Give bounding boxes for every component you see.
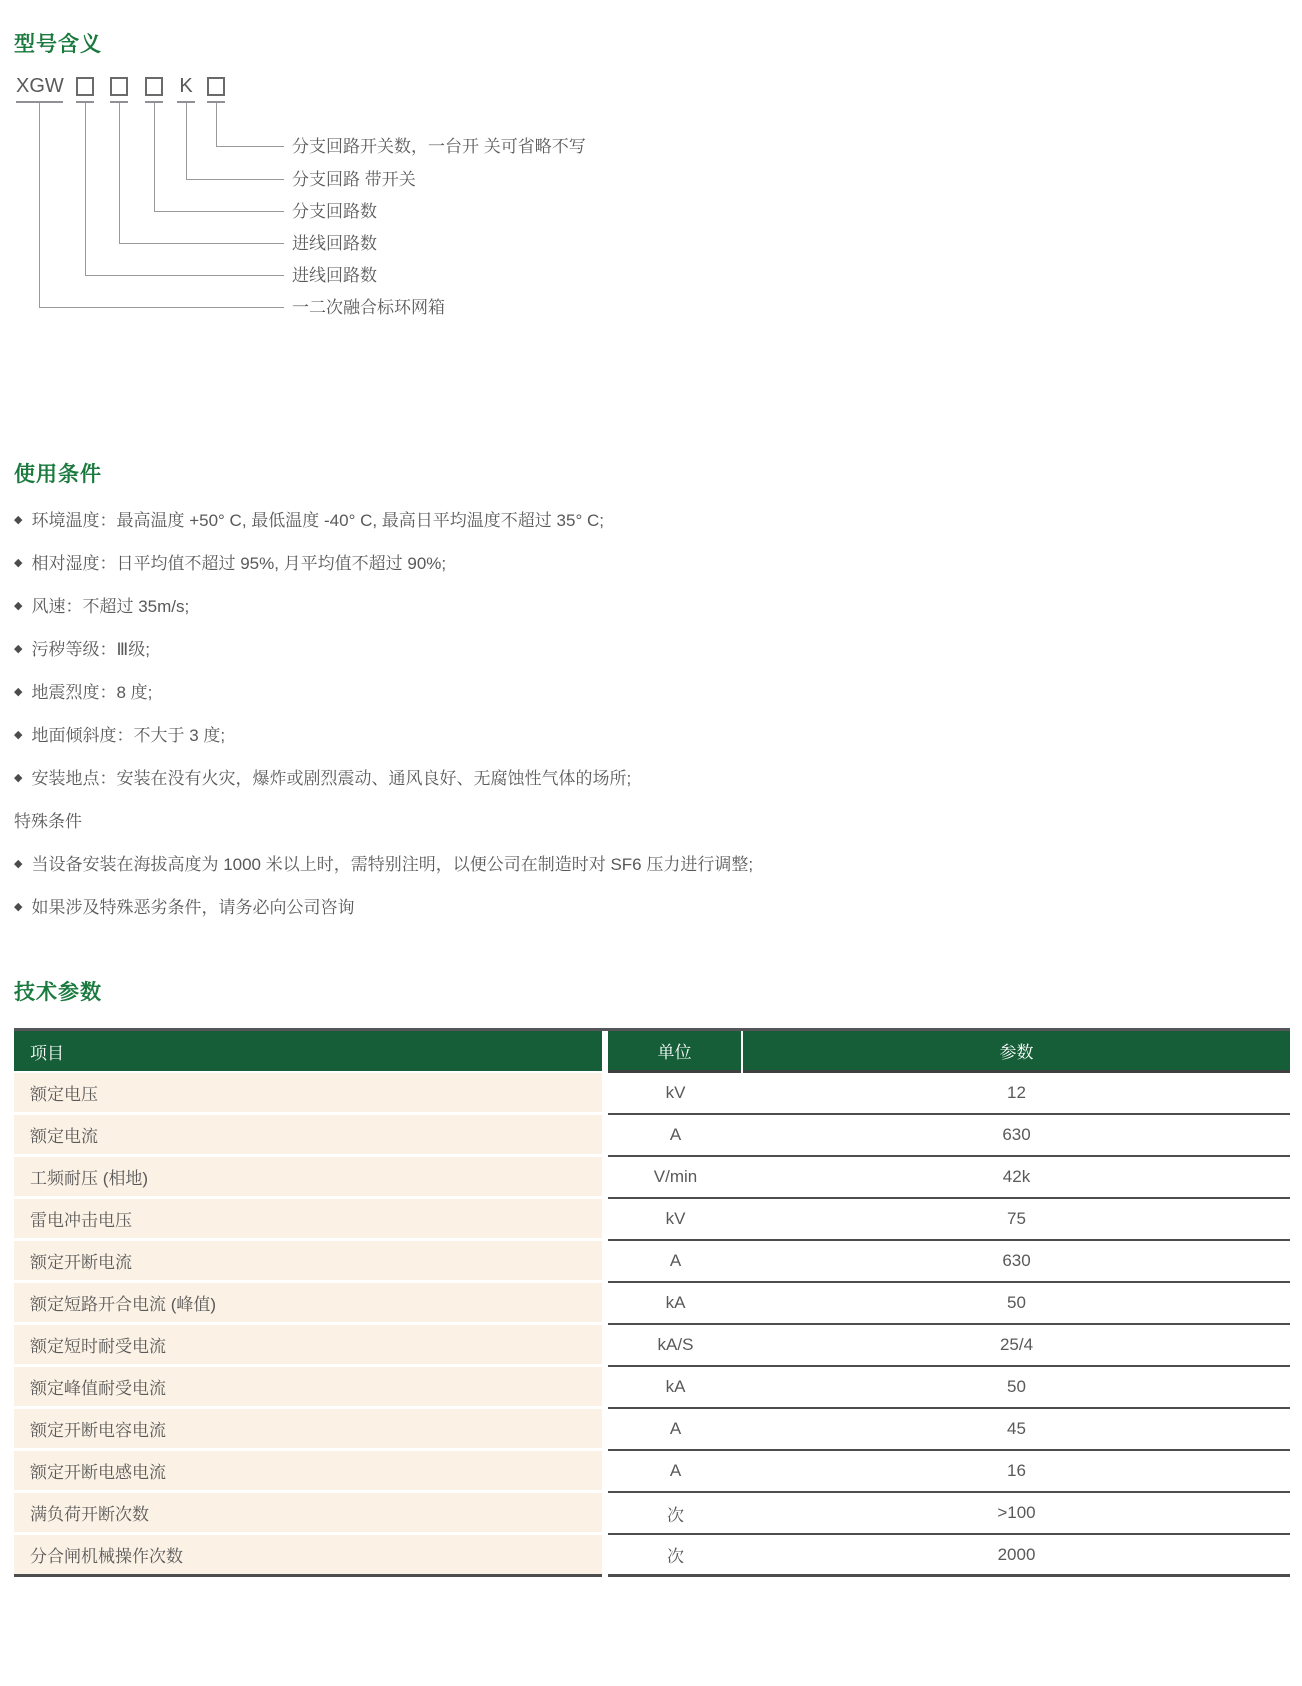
unit-value-cells [608, 1367, 1290, 1409]
model-designation-diagram [0, 0, 1302, 340]
diagram-label: 一二次融合标环网箱 [292, 298, 445, 317]
usage-condition-line [14, 896, 1284, 919]
table-row [14, 1283, 1290, 1325]
model-code-text: K [179, 75, 193, 97]
diamond-bullet-icon: ◆ [14, 514, 23, 526]
value-cell: 50 [1007, 1377, 1026, 1396]
value-cell: 12 [1007, 1083, 1026, 1102]
usage-condition-line [14, 509, 1284, 532]
table-row [14, 1241, 1290, 1283]
unit-cell: kA [665, 1377, 686, 1396]
item-cell: 额定开断电容电流 [14, 1409, 602, 1451]
condition-text: 地面倾斜度：不大于 3 度; [31, 726, 226, 745]
unit-cell: kA [665, 1293, 686, 1312]
usage-condition-line [14, 552, 1284, 575]
model-code-box [145, 74, 163, 98]
unit-cell: 次 [667, 1505, 684, 1525]
unit-cell: A [669, 1461, 682, 1480]
unit-cell: kV [665, 1083, 686, 1102]
diagram-label: 进线回路数 [292, 266, 377, 285]
diamond-bullet-icon: ◆ [14, 858, 23, 870]
unit-value-cells [608, 1157, 1290, 1199]
section-title-usage-conditions: 使用条件 [14, 463, 102, 486]
value-cell: >100 [997, 1503, 1036, 1522]
table-row [14, 1199, 1290, 1241]
condition-text: 如果涉及特殊恶劣条件，请务必向公司咨询 [31, 898, 355, 917]
item-cell: 额定开断电感电流 [14, 1451, 602, 1493]
value-cell: 75 [1007, 1209, 1026, 1228]
table-row [14, 1451, 1290, 1493]
diagram-label: 分支回路 带开关 [292, 170, 416, 189]
unit-value-cells [608, 1451, 1290, 1493]
table-row [14, 1325, 1290, 1367]
table-row [14, 1409, 1290, 1451]
diamond-bullet-icon: ◆ [14, 729, 23, 741]
unit-value-cells [608, 1199, 1290, 1241]
value-cell: 630 [1002, 1251, 1031, 1270]
value-cell: 42k [1002, 1167, 1031, 1186]
placeholder-box [207, 77, 225, 96]
value-cell: 16 [1007, 1461, 1026, 1480]
diagram-label: 进线回路数 [292, 234, 377, 253]
condition-text: 当设备安装在海拔高度为 1000 米以上时，需特别注明，以便公司在制造时对 SF6 压力进行调整; [31, 855, 754, 874]
diamond-bullet-icon: ◆ [14, 772, 23, 784]
unit-value-cells [608, 1283, 1290, 1325]
unit-cell: A [669, 1251, 682, 1270]
unit-cell: kV [665, 1209, 686, 1228]
unit-value-cells [608, 1325, 1290, 1367]
table-row [14, 1157, 1290, 1199]
condition-text: 地震烈度：8 度; [31, 683, 153, 702]
diamond-bullet-icon: ◆ [14, 643, 23, 655]
usage-condition-line [14, 638, 1284, 661]
item-cell: 满负荷开断次数 [14, 1493, 602, 1535]
value-cell: 50 [1007, 1293, 1026, 1312]
unit-value-cells [608, 1073, 1290, 1115]
condition-text: 风速：不超过 35m/s; [31, 597, 190, 616]
diamond-bullet-icon: ◆ [14, 600, 23, 612]
unit-value-cells [608, 1409, 1290, 1451]
technical-parameters-table [14, 1028, 1290, 1577]
usage-condition-line [14, 853, 1284, 876]
model-code-box [110, 74, 128, 98]
table-header-unit: 单位 [608, 1031, 741, 1073]
item-cell: 额定电流 [14, 1115, 602, 1157]
value-cell: 2000 [997, 1544, 1036, 1564]
unit-value-cells [608, 1115, 1290, 1157]
unit-value-cells [608, 1493, 1290, 1535]
unit-cell: A [669, 1419, 682, 1438]
value-cell: 630 [1002, 1125, 1031, 1144]
special-conditions-label [14, 810, 1284, 833]
condition-text: 特殊条件 [14, 812, 82, 831]
item-cell: 分合闸机械操作次数 [14, 1535, 602, 1577]
table-body [14, 1073, 1290, 1577]
unit-value-cells [608, 1241, 1290, 1283]
placeholder-box [110, 77, 128, 96]
table-header-item: 项目 [14, 1031, 602, 1073]
diamond-bullet-icon: ◆ [14, 901, 23, 913]
section-title-model-meaning: 型号含义 [14, 33, 102, 56]
condition-text: 环境温度：最高温度 +50° C, 最低温度 -40° C, 最高日平均温度不超过 35° C; [31, 511, 604, 530]
usage-condition-line [14, 767, 1284, 790]
item-cell: 额定峰值耐受电流 [14, 1367, 602, 1409]
value-cell: 45 [1007, 1419, 1026, 1438]
item-cell: 额定开断电流 [14, 1241, 602, 1283]
usage-conditions-section [14, 458, 1284, 939]
table-row [14, 1535, 1290, 1577]
item-cell: 雷电冲击电压 [14, 1199, 602, 1241]
condition-text: 安装地点：安装在没有火灾，爆炸或剧烈震动、通风良好、无腐蚀性气体的场所; [31, 769, 632, 788]
diagram-label: 分支回路开关数，一台开 关可省略不写 [292, 137, 586, 156]
condition-text: 污秽等级：Ⅲ级; [31, 640, 150, 659]
table-header-value: 参数 [743, 1031, 1290, 1073]
table-header-row [14, 1031, 1290, 1073]
usage-condition-line [14, 681, 1284, 704]
usage-conditions-list [14, 509, 1284, 919]
model-code-box [76, 74, 94, 98]
placeholder-box [76, 77, 94, 96]
usage-condition-line [14, 595, 1284, 618]
table-row [14, 1073, 1290, 1115]
item-cell: 额定电压 [14, 1073, 602, 1115]
value-cell: 25/4 [999, 1335, 1034, 1354]
diagram-label: 分支回路数 [292, 202, 377, 221]
usage-condition-line [14, 724, 1284, 747]
unit-cell: kA/S [657, 1335, 694, 1354]
connector-line [216, 103, 284, 147]
model-code-box [207, 74, 225, 98]
unit-value-cells [608, 1535, 1290, 1577]
diamond-bullet-icon: ◆ [14, 557, 23, 569]
placeholder-box [145, 77, 163, 96]
table-row [14, 1115, 1290, 1157]
table-row [14, 1493, 1290, 1535]
item-cell: 额定短路开合电流 (峰值) [14, 1283, 602, 1325]
unit-cell: A [669, 1125, 682, 1144]
table-row [14, 1367, 1290, 1409]
unit-cell: 次 [667, 1547, 684, 1566]
unit-cell: V/min [653, 1167, 698, 1186]
condition-text: 相对湿度：日平均值不超过 95%, 月平均值不超过 90%; [31, 554, 447, 573]
item-cell: 工频耐压 (相地) [14, 1157, 602, 1199]
diamond-bullet-icon: ◆ [14, 686, 23, 698]
item-cell: 额定短时耐受电流 [14, 1325, 602, 1367]
section-title-technical-parameters: 技术参数 [14, 981, 102, 1004]
model-code-text: XGW [16, 75, 64, 97]
